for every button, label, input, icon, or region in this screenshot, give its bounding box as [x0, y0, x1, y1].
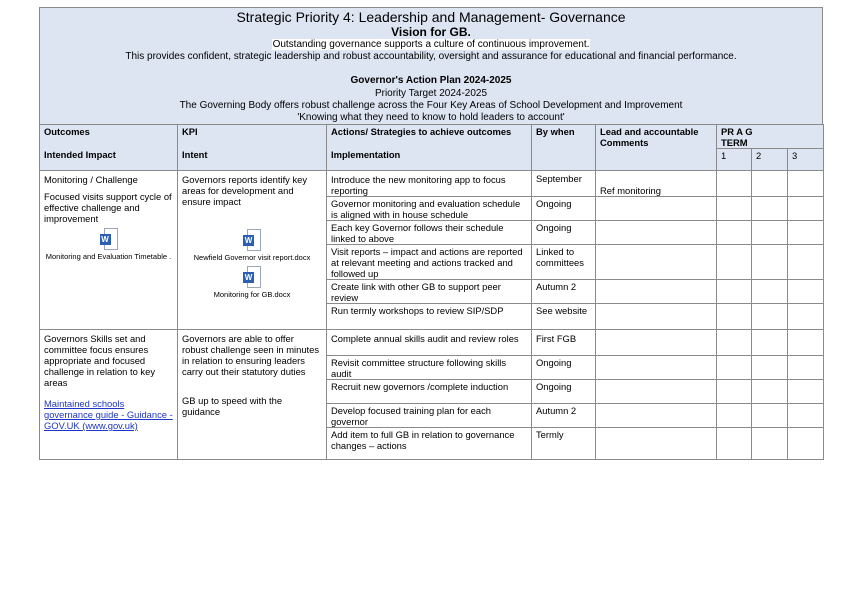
rag-cell[interactable] — [788, 356, 824, 380]
rag-cell[interactable] — [788, 171, 824, 197]
rag-cell[interactable] — [788, 245, 824, 280]
rag-cell[interactable] — [752, 404, 788, 428]
rag-cell[interactable] — [788, 197, 824, 221]
rag-cell[interactable] — [752, 304, 788, 330]
term-2: 2 — [752, 149, 788, 171]
header-line-4: 'Knowing what they need to know to hold leaders to account' — [297, 112, 565, 124]
rag-cell[interactable] — [717, 245, 752, 280]
rag-cell[interactable] — [788, 304, 824, 330]
action-cell: Each key Governor follows their schedule linked to above — [327, 221, 532, 245]
action-cell: Run termly workshops to review SIP/SDP — [327, 304, 532, 330]
kpi-text: Governors are able to offer robust challenge seen in minutes in relation to ensuring leaders carry out their statutory duties — [182, 333, 320, 377]
rag-cell[interactable] — [752, 356, 788, 380]
rag-cell[interactable] — [717, 197, 752, 221]
rag-cell[interactable] — [717, 380, 752, 404]
lead-cell — [596, 245, 717, 280]
lead-cell — [596, 304, 717, 330]
when-cell: Ongoing — [532, 221, 596, 245]
action-cell: Add item to full GB in relation to governance changes – actions — [327, 428, 532, 460]
lead-cell — [596, 197, 717, 221]
action-cell: Complete annual skills audit and review roles — [327, 330, 532, 356]
table-row — [40, 171, 824, 197]
rag-cell[interactable] — [717, 404, 752, 428]
governance-guide-link[interactable]: Maintained schools governance guide - Guidance - GOV.UK (www.gov.uk) — [44, 398, 173, 431]
term-3: 3 — [788, 149, 824, 171]
rag-cell[interactable] — [752, 280, 788, 304]
col-header-lead: Lead and accountable Comments — [596, 125, 717, 171]
when-cell: Autumn 2 — [532, 280, 596, 304]
action-cell: Create link with other GB to support peer review — [327, 280, 532, 304]
action-cell: Introduce the new monitoring app to focus reporting — [327, 171, 532, 197]
rag-cell[interactable] — [752, 221, 788, 245]
rag-cell[interactable] — [717, 356, 752, 380]
outcome-cell-2 — [40, 330, 178, 460]
attachment-monitoring-timetable[interactable]: W Monitoring and Evaluation Timetable . — [44, 228, 173, 261]
rag-cell[interactable] — [752, 171, 788, 197]
col-header-outcomes: Outcomes Intended Impact — [40, 125, 178, 171]
kpi-text-2: GB up to speed with the guidance — [182, 395, 283, 417]
rag-cell[interactable] — [788, 280, 824, 304]
header-line-1: Outstanding governance supports a culture of continuous improvement. — [272, 39, 590, 50]
priority-target: Priority Target 2024-2025 — [374, 87, 488, 99]
plan-title: Governor's Action Plan 2024-2025 — [350, 75, 512, 87]
word-document-icon: W — [243, 229, 261, 251]
lead-cell — [596, 380, 717, 404]
rag-cell[interactable] — [788, 404, 824, 428]
word-document-icon: W — [243, 266, 261, 288]
rag-cell[interactable] — [717, 171, 752, 197]
rag-cell[interactable] — [788, 428, 824, 460]
rag-cell[interactable] — [752, 330, 788, 356]
action-plan-table — [39, 124, 824, 460]
lead-cell — [596, 330, 717, 356]
lead-cell — [596, 280, 717, 304]
vision-heading: Vision for GB. — [391, 25, 471, 39]
rag-cell[interactable] — [788, 380, 824, 404]
attachment-visit-report[interactable]: W Newfield Governor visit report.docx — [182, 229, 322, 262]
col-header-actions: Actions/ Strategies to achieve outcomes Implementation — [327, 125, 532, 171]
kpi-text: Governors reports identify key areas for development and ensure impact — [182, 174, 308, 207]
when-cell: Ongoing — [532, 380, 596, 404]
rag-cell[interactable] — [717, 304, 752, 330]
outcome-text: Focused visits support cycle of effective challenge and improvement — [44, 191, 172, 224]
when-cell: Termly — [532, 428, 596, 460]
kpi-cell-2 — [178, 330, 327, 460]
kpi-cell-1 — [178, 171, 327, 330]
rag-cell[interactable] — [752, 245, 788, 280]
rag-cell[interactable] — [717, 330, 752, 356]
table-row — [40, 330, 824, 356]
document-header — [39, 7, 823, 124]
col-header-bywhen: By when — [532, 125, 596, 171]
action-cell: Revisit committee structure following skills audit — [327, 356, 532, 380]
lead-cell — [596, 356, 717, 380]
rag-cell[interactable] — [752, 197, 788, 221]
when-cell: Linked to committees — [532, 245, 596, 280]
rag-cell[interactable] — [717, 280, 752, 304]
header-line-2: This provides confident, strategic leadership and robust accountability, oversight and assurance for educational and financial performance. — [125, 51, 737, 63]
term-1: 1 — [717, 149, 752, 171]
lead-cell — [596, 221, 717, 245]
when-cell: See website — [532, 304, 596, 330]
outcome-text: Governors Skills set and committee focus ensures appropriate and focused challenge in relation to key areas — [44, 333, 156, 388]
when-cell: First FGB — [532, 330, 596, 356]
rag-cell[interactable] — [752, 428, 788, 460]
attachment-monitoring-gb[interactable]: W Monitoring for GB.docx — [182, 266, 322, 299]
document — [39, 7, 823, 460]
rag-cell[interactable] — [717, 221, 752, 245]
outcome-title: Monitoring / Challenge — [44, 174, 138, 185]
header-line-3: The Governing Body offers robust challenge across the Four Key Areas of School Development and Improvement — [179, 99, 683, 111]
action-cell: Develop focused training plan for each governor — [327, 404, 532, 428]
rag-cell[interactable] — [788, 221, 824, 245]
rag-cell[interactable] — [788, 330, 824, 356]
action-cell: Visit reports – impact and actions are reported at relevant meeting and actions tracked and followed up — [327, 245, 532, 280]
lead-cell — [596, 428, 717, 460]
action-cell: Governor monitoring and evaluation schedule is aligned with in house schedule — [327, 197, 532, 221]
rag-cell[interactable] — [717, 428, 752, 460]
lead-cell: Ref monitoring — [596, 171, 717, 197]
rag-cell[interactable] — [752, 380, 788, 404]
action-cell: Recruit new governors /complete induction — [327, 380, 532, 404]
col-header-kpi: KPI Intent — [178, 125, 327, 171]
col-header-prag: PR A G TERM — [717, 125, 824, 149]
page-title: Strategic Priority 4: Leadership and Management- Governance — [236, 9, 626, 25]
when-cell: Autumn 2 — [532, 404, 596, 428]
lead-cell — [596, 404, 717, 428]
word-document-icon: W — [100, 228, 118, 250]
table-header-row — [40, 125, 824, 149]
outcome-cell-1 — [40, 171, 178, 330]
when-cell: Ongoing — [532, 197, 596, 221]
when-cell: Ongoing — [532, 356, 596, 380]
when-cell: September — [532, 171, 596, 197]
